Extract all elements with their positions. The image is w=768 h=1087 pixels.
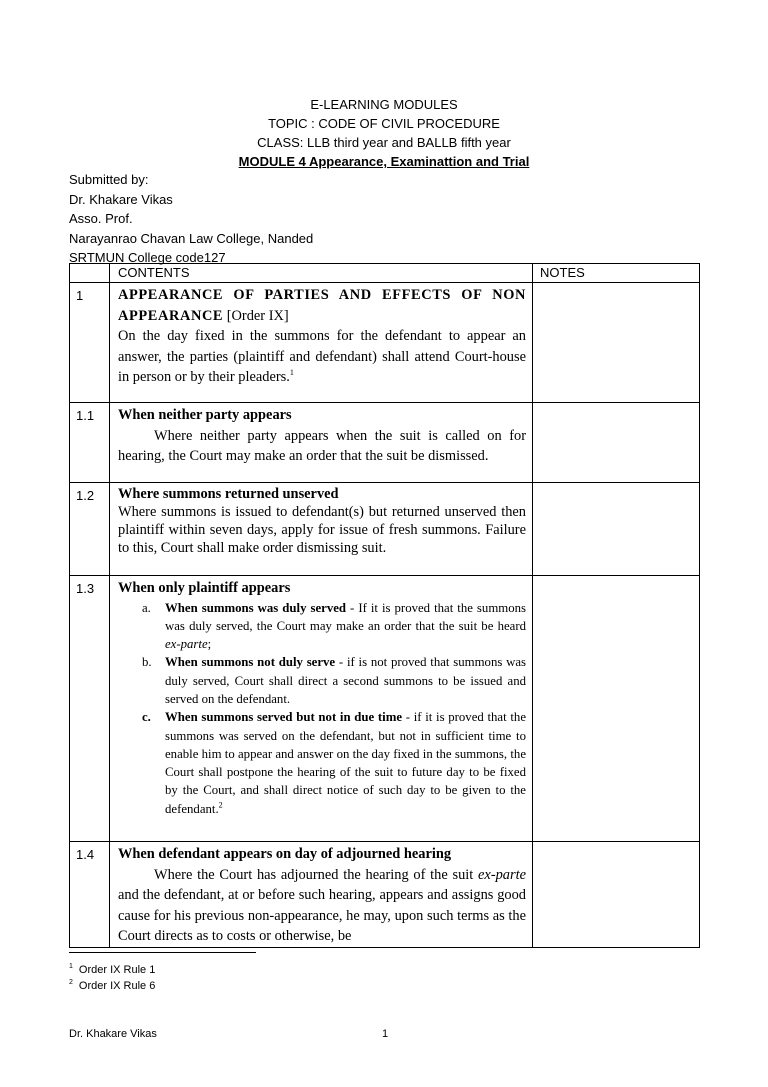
item-italic: ex-parte [165,637,208,652]
row-content [110,576,533,842]
submitted-label: Submitted by: [69,172,149,187]
footnote-text: Order IX Rule 6 [78,980,156,992]
row-text-pre: Where the Court has adjourned the hearing of the suit [154,866,479,883]
row-title: When neither party appears [118,407,292,423]
row-content [110,403,533,483]
notes-cell [533,576,700,842]
footnote-number: 2 [69,979,73,987]
notes-cell [533,283,700,403]
header-num-cell [70,264,110,283]
row-text-post: and the defendant, at or before such hearing, appears and assigns good cause for his previous non-appearance, he may, upon such terms as the Court directs as to costs or otherwise, be [118,887,526,944]
table-row [70,576,700,842]
contents-table [69,263,700,948]
footnote-ref: 1 [289,368,294,378]
footer-author: Dr. Khakare Vikas [69,1028,157,1040]
footnotes [69,962,155,994]
item-text: - If it is proved that the summons was duly served, the Court may make an order that the suit be heard [165,600,526,633]
item-title: When summons not duly serve [165,655,336,670]
page-footer [69,1028,699,1040]
row-text: Where summons is issued to defendant(s) but returned unserved then plaintiff within seven days, apply for issue of fresh summons. Failure to this, Court shall make order dismissing suit. [118,504,526,556]
row-title: APPEARANCE OF PARTIES AND EFFECTS OF NON APPEARANCE [118,287,526,324]
college-code: SRTMUN College code127 [69,250,226,265]
table-row [70,283,700,403]
item-title: When summons was duly served [165,600,347,615]
document-header [0,95,768,171]
footnote-1 [69,962,155,978]
list-item [118,599,526,654]
item-text: - if it is proved that the summons was served on the defendant, but not in sufficient time to enable him to appear and answer on the day fixed in the summons, the Court shall postpone the hearing of the suit to future day to be fixed by the Court, and shall direct notice of such day to be given to the defendant. [165,710,526,816]
row-title-suffix: [Order IX] [223,307,289,324]
header-class: CLASS: LLB third year and BALLB fifth year [257,135,511,150]
item-text: - if is not proved that summons was duly served, Court shall direct a second summons to be issued and served on the defendant. [165,655,526,706]
row-title: When only plaintiff appears [118,580,291,596]
header-contents: CONTENTS [110,264,533,283]
table-header-row [70,264,700,283]
list-marker: c. [142,710,151,725]
row-title: When defendant appears on day of adjourned hearing [118,846,452,862]
item-end: ; [207,637,212,652]
author-designation: Asso. Prof. [69,211,133,226]
header-title: E-LEARNING MODULES [310,97,458,112]
list-marker: b. [142,655,152,670]
header-topic: TOPIC : CODE OF CIVIL PROCEDURE [268,116,500,131]
list-item [118,653,526,708]
submitted-by-block [69,170,313,268]
footnote-2 [69,978,155,994]
item-title: When summons served but not in due time [165,710,403,725]
sub-item-list [118,599,526,819]
author-college: Narayanrao Chavan Law College, Nanded [69,230,314,246]
header-module: MODULE 4 Appearance, Examinattion and Trial [238,154,530,169]
list-marker: a. [142,600,151,615]
row-number: 1.2 [70,483,110,576]
row-content [110,483,533,576]
notes-cell [533,483,700,576]
table-row [70,403,700,483]
footnote-divider [69,952,256,953]
footnote-number: 1 [69,963,73,971]
list-item [118,708,526,818]
row-content [110,842,533,948]
notes-cell [533,403,700,483]
row-text-italic: ex-parte [478,866,526,883]
footnote-ref: 2 [218,800,223,810]
header-notes: NOTES [533,264,700,283]
notes-cell [533,842,700,948]
row-number: 1 [70,283,110,403]
row-text: Where neither party appears when the suit is called on for hearing, the Court may make an order that the suit be dismissed. [118,427,526,464]
row-number: 1.4 [70,842,110,948]
row-title: Where summons returned unserved [118,486,339,502]
row-text [118,865,526,947]
footnote-text: Order IX Rule 1 [78,964,156,976]
page-number: 1 [382,1028,389,1040]
row-number: 1.1 [70,403,110,483]
row-number: 1.3 [70,576,110,842]
row-text: On the day fixed in the summons for the defendant to appear an answer, the parties (plaintiff and defendant) shall attend Court-house in person or by their pleaders. [118,328,526,385]
table-row [70,842,700,948]
author-name: Dr. Khakare Vikas [69,191,173,207]
row-content [110,283,533,403]
table-row [70,483,700,576]
